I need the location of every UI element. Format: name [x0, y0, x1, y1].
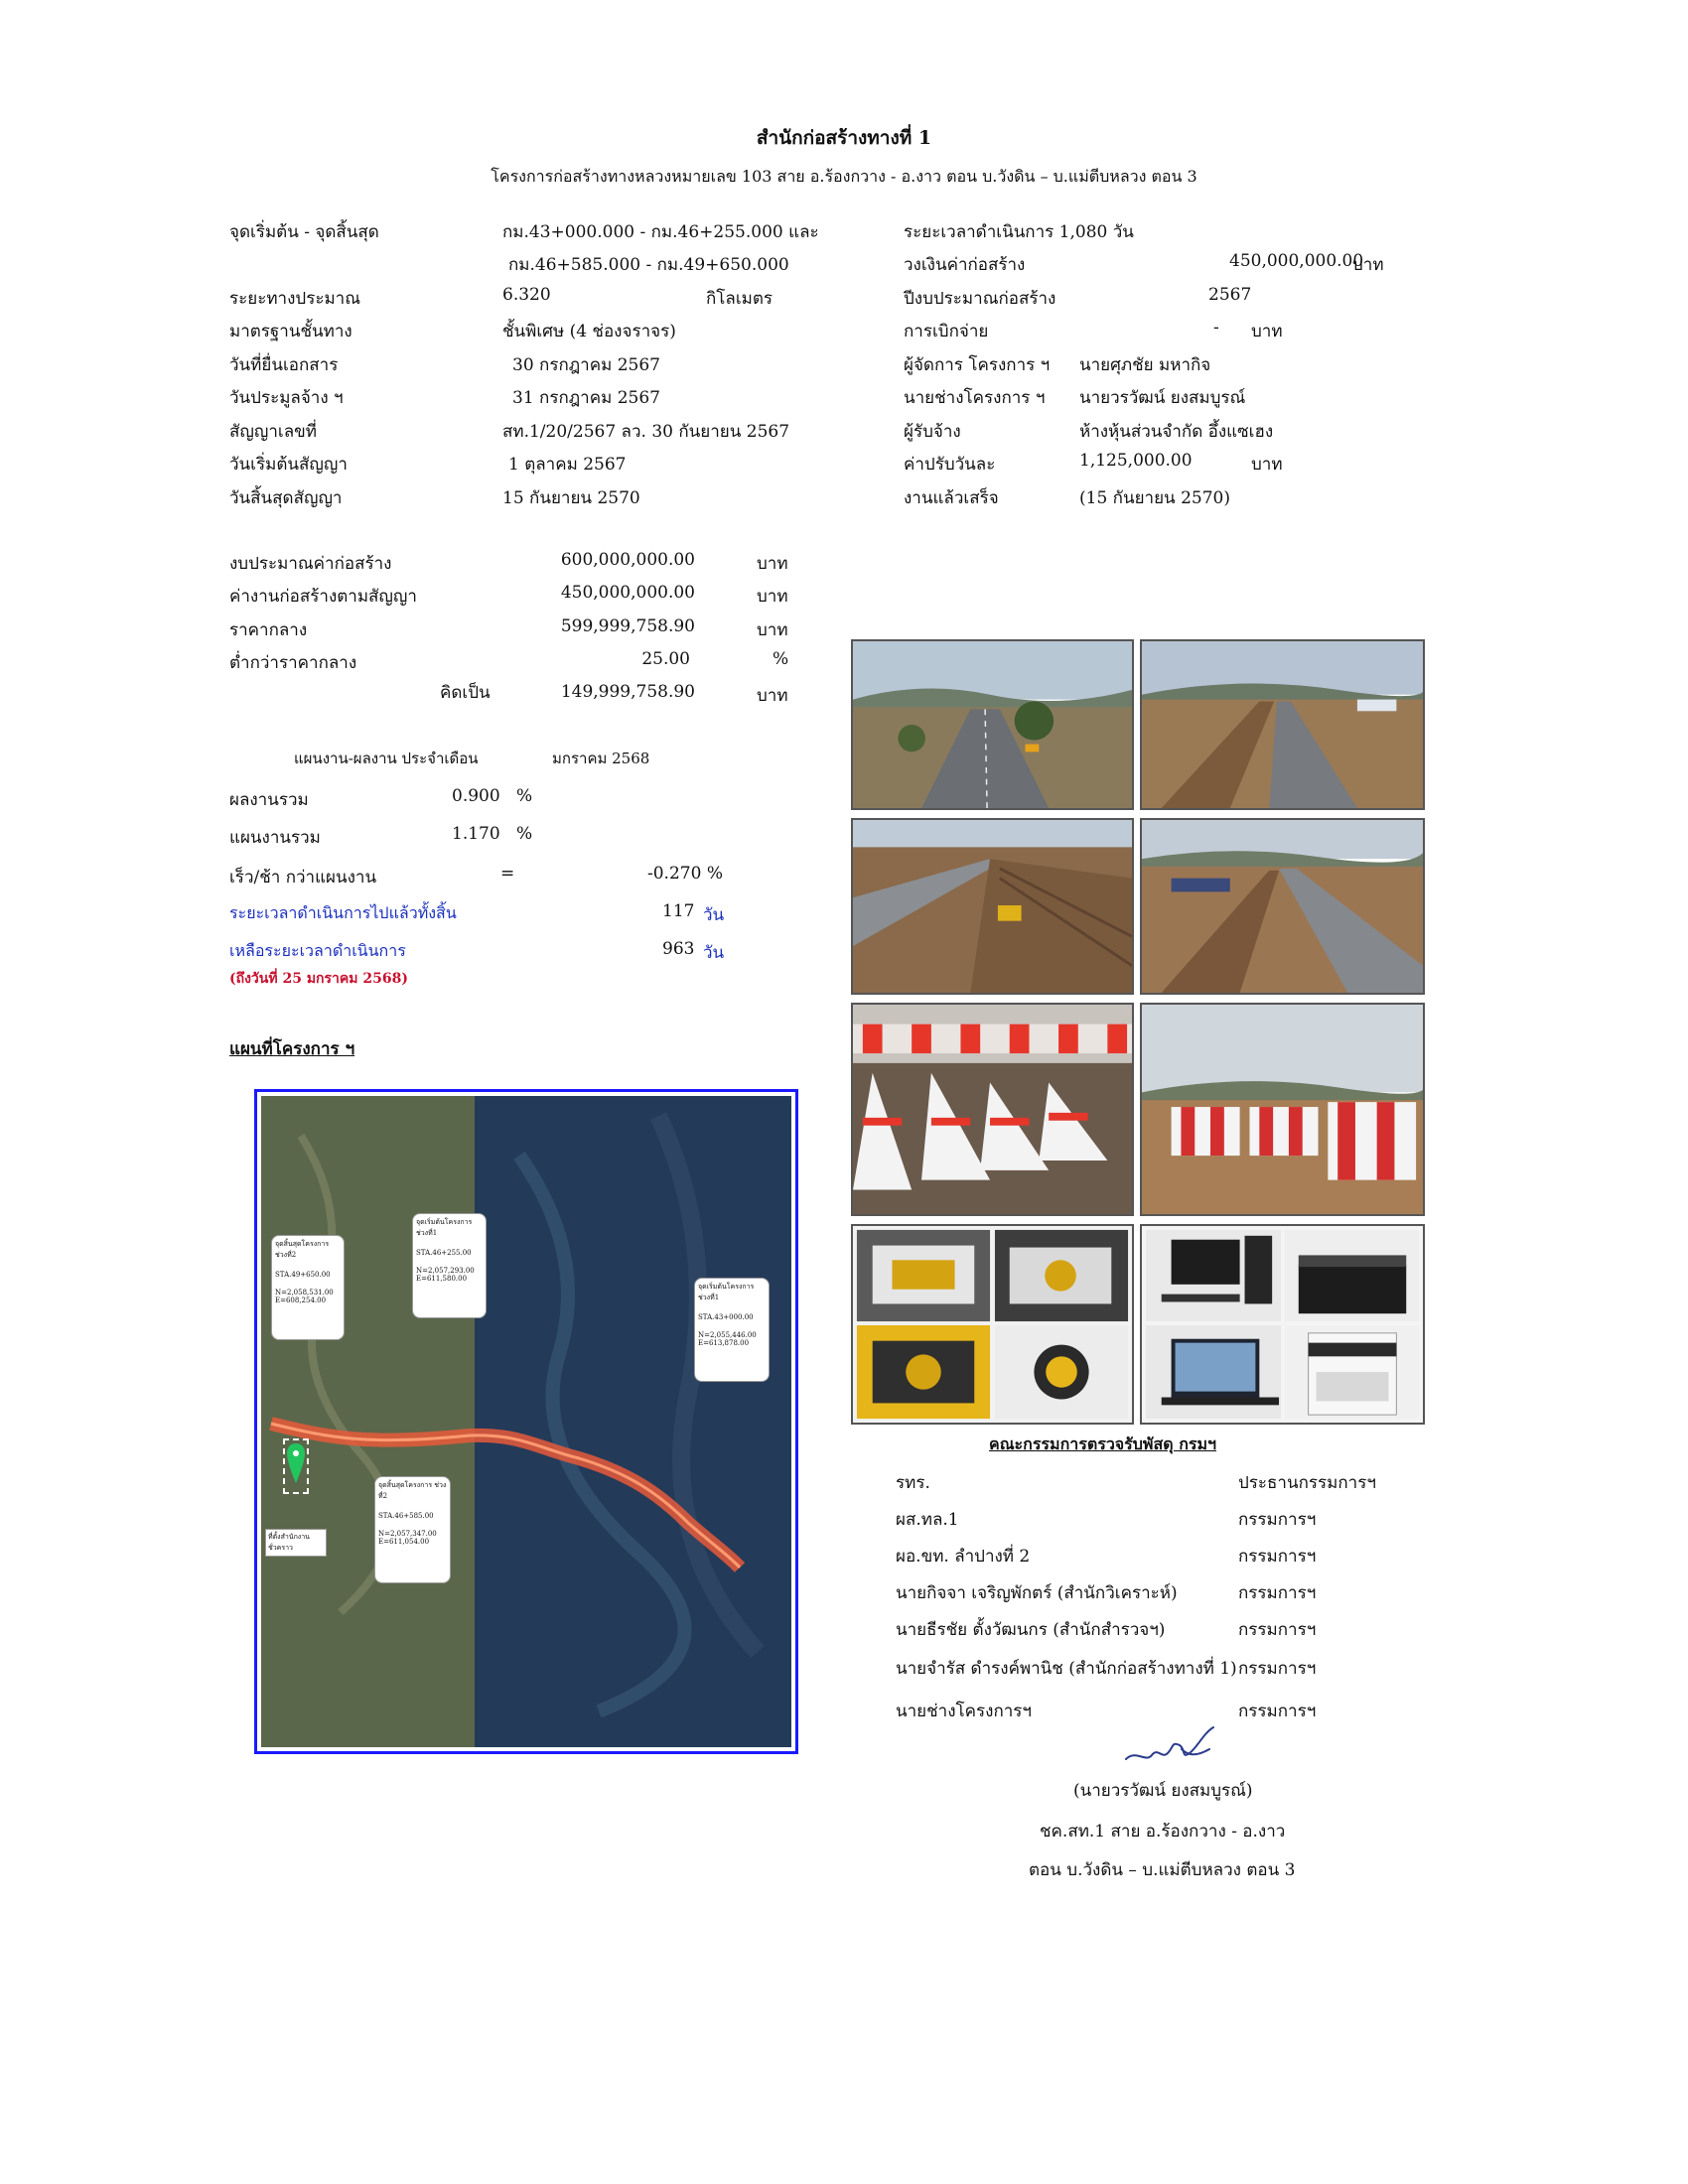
info-value: 2567 — [1208, 285, 1252, 305]
callout-coords: N=2,055,446.00 E=613,878.00 — [698, 1331, 757, 1347]
remain-label: เหลือระยะเวลาดำเนินการ — [229, 941, 406, 960]
budget-value: 600,000,000.00 — [560, 550, 695, 570]
info-label: วันประมูลจ้าง ฯ — [229, 388, 344, 408]
member-name: นายกิจจา เจริญพักตร์ (สำนักวิเคราะห์) — [896, 1583, 1178, 1603]
diff-equals: = — [500, 864, 515, 884]
callout-title: จุดสิ้นสุดโครงการ ช่วงที่2 — [378, 1481, 447, 1500]
info-value: นายศุภชัย มหากิจ — [1079, 355, 1211, 375]
callout-title: จุดเริ่มต้นโครงการ ช่วงที่1 — [698, 1283, 755, 1301]
info-label: ระยะทางประมาณ — [229, 289, 360, 309]
road-subgrade-photo — [1140, 818, 1425, 995]
member-role: กรรมการฯ — [1238, 1510, 1317, 1530]
member-name: นายธีรชัย ตั้งวัฒนกร (สำนักสำรวจฯ) — [896, 1620, 1166, 1640]
info-label: สัญญาเลขที่ — [229, 422, 317, 442]
map-callout — [694, 1278, 770, 1382]
plan-label: แผนงานรวม — [229, 828, 321, 848]
info-unit: บาท — [1251, 322, 1283, 341]
member-name: นายช่างโครงการฯ — [896, 1702, 1032, 1721]
as-of-date: (ถึงวันที่ 25 มกราคม 2568) — [229, 971, 408, 987]
budget-label: งบประมาณค่าก่อสร้าง — [229, 554, 392, 574]
member-name: นายจำรัส ดำรงค์พานิช (สำนักก่อสร้างทางที่ 1) — [896, 1659, 1237, 1679]
committee-heading: คณะกรรมการตรวจรับพัสดุ กรมฯ — [989, 1434, 1217, 1453]
signer-section: ตอน บ.วังดิน – บ.แม่ตีบหลวง ตอน 3 — [1029, 1860, 1296, 1880]
progress-month: มกราคม 2568 — [552, 750, 650, 767]
map-callout — [374, 1476, 451, 1583]
actual-label: ผลงานรวม — [229, 790, 309, 810]
project-map — [254, 1089, 798, 1754]
plan-value: 1.170 — [452, 824, 500, 844]
road-grading-photo — [851, 818, 1134, 995]
budget-unit: บาท — [757, 686, 788, 706]
info-value: (15 กันยายน 2570) — [1079, 488, 1230, 508]
info-label: ค่าปรับวันละ — [904, 455, 996, 475]
remain-unit: วัน — [703, 943, 725, 963]
callout-title: จุดเริ่มต้นโครงการ ช่วงที่1 — [416, 1218, 473, 1237]
budget-value: 149,999,758.90 — [560, 682, 695, 702]
elapsed-value: 117 — [662, 901, 695, 921]
callout-coords: N=2,057,293.00 E=611,580.00 — [416, 1267, 475, 1283]
member-role: กรรมการฯ — [1238, 1659, 1317, 1679]
member-name: ผส.ทล.1 — [896, 1510, 959, 1530]
budget-value: 599,999,758.90 — [560, 616, 695, 636]
info-unit: บาท — [1352, 255, 1384, 275]
progress-heading: แผนงาน-ผลงาน ประจำเดือน — [294, 750, 479, 767]
info-label: วันที่ยื่นเอกสาร — [229, 355, 339, 375]
map-pin-icon — [287, 1443, 305, 1483]
info-value: 6.320 — [502, 285, 551, 305]
info-value: - — [1213, 318, 1219, 338]
road-barriers-photo — [1140, 1003, 1425, 1216]
diff-label: เร็ว/ช้า กว่าแผนงาน — [229, 868, 377, 887]
info-unit: กิโลเมตร — [706, 289, 774, 309]
callout-sta: STA.46+255.00 — [416, 1249, 472, 1257]
member-role: กรรมการฯ — [1238, 1583, 1317, 1603]
actual-unit: % — [516, 786, 533, 806]
info-value: 1,125,000.00 — [1079, 451, 1193, 471]
elapsed-label: ระยะเวลาดำเนินการไปแล้วทั้งสิ้น — [229, 903, 457, 922]
info-label: ผู้จัดการ โครงการ ฯ — [904, 355, 1051, 375]
office-label: ที่ตั้งสำนักงานชั่วคราว — [265, 1529, 327, 1557]
handwritten-signature — [1122, 1719, 1221, 1769]
road-aerial-photo — [851, 639, 1134, 810]
map-callout — [271, 1235, 345, 1340]
callout-coords: N=2,058,531.00 E=608,254.00 — [275, 1289, 334, 1304]
info-label: จุดเริ่มต้น - จุดสิ้นสุด — [229, 222, 379, 242]
info-label: มาตรฐานชั้นทาง — [229, 322, 352, 341]
road-earthwork-photo — [1140, 639, 1425, 810]
office-equipment-photo — [1140, 1224, 1425, 1425]
budget-unit: บาท — [757, 587, 788, 607]
survey-equipment-photo — [851, 1224, 1134, 1425]
map-heading: แผนที่โครงการ ฯ — [229, 1039, 355, 1059]
remain-value: 963 — [662, 939, 695, 959]
callout-sta: STA.46+585.00 — [378, 1512, 434, 1520]
budget-unit: % — [773, 649, 789, 669]
budget-unit: บาท — [757, 554, 788, 574]
actual-value: 0.900 — [452, 786, 500, 806]
info-label: ผู้รับจ้าง — [904, 422, 961, 442]
info-value: 1 ตุลาคม 2567 — [508, 455, 627, 475]
budget-label: ต่ำกว่าราคากลาง — [229, 653, 357, 673]
member-name: รทร. — [896, 1473, 930, 1493]
page-subtitle: โครงการก่อสร้างทางหลวงหมายเลข 103 สาย อ.ร้องกวาง - อ.งาว ตอน บ.วังดิน – บ.แม่ตีบหลวง ตอน 3 — [491, 167, 1197, 186]
callout-title: จุดสิ้นสุดโครงการ ช่วงที่2 — [275, 1240, 330, 1259]
traffic-cones-photo — [851, 1003, 1134, 1216]
info-value: กม.43+000.000 - กม.46+255.000 และ — [502, 222, 819, 242]
budget-value: 25.00 — [641, 649, 690, 669]
callout-sta: STA.49+650.00 — [275, 1271, 331, 1279]
info-label: วันสิ้นสุดสัญญา — [229, 488, 343, 508]
budget-value: 450,000,000.00 — [560, 583, 695, 603]
info-value: 450,000,000.00 — [1229, 251, 1364, 271]
member-role: กรรมการฯ — [1238, 1547, 1317, 1567]
info-value: 31 กรกฎาคม 2567 — [512, 388, 660, 408]
info-value: ชั้นพิเศษ (4 ช่องจราจร) — [502, 322, 676, 341]
elapsed-unit: วัน — [703, 905, 725, 925]
member-role: ประธานกรรมการฯ — [1238, 1473, 1376, 1493]
info-label: วงเงินค่าก่อสร้าง — [904, 255, 1026, 275]
info-label: งานแล้วเสร็จ — [904, 488, 999, 508]
budget-label: ราคากลาง — [229, 620, 308, 640]
info-label: การเบิกจ่าย — [904, 322, 989, 341]
info-value: สท.1/20/2567 ลว. 30 กันยายน 2567 — [502, 422, 790, 442]
budget-label: คิดเป็น — [440, 683, 491, 703]
info-value: 30 กรกฎาคม 2567 — [512, 355, 660, 375]
plan-unit: % — [516, 824, 533, 844]
member-name: ผอ.ขท. ลำปางที่ 2 — [896, 1547, 1031, 1567]
member-role: กรรมการฯ — [1238, 1620, 1317, 1640]
budget-unit: บาท — [757, 620, 788, 640]
signer-name: (นายวรวัฒน์ ยงสมบูรณ์) — [1073, 1781, 1253, 1801]
budget-label: ค่างานก่อสร้างตามสัญญา — [229, 587, 417, 607]
info-value: กม.46+585.000 - กม.49+650.000 — [508, 255, 789, 275]
info-label: นายช่างโครงการ ฯ — [904, 388, 1046, 408]
callout-sta: STA.43+000.00 — [698, 1313, 754, 1321]
diff-value: -0.270 % — [647, 864, 723, 884]
member-role: กรรมการฯ — [1238, 1702, 1317, 1721]
info-value: นายวรวัฒน์ ยงสมบูรณ์ — [1079, 388, 1246, 408]
info-value: ห้างหุ้นส่วนจำกัด อึ้งแซเฮง — [1079, 422, 1274, 442]
map-callout — [412, 1213, 487, 1318]
page-title: สำนักก่อสร้างทางที่ 1 — [756, 127, 932, 149]
info-unit: บาท — [1251, 455, 1283, 475]
info-label: ระยะเวลาดำเนินการ 1,080 วัน — [904, 222, 1134, 242]
info-value: 15 กันยายน 2570 — [502, 488, 640, 508]
info-label: วันเริ่มต้นสัญญา — [229, 455, 348, 475]
info-label: ปีงบประมาณก่อสร้าง — [904, 289, 1056, 309]
callout-coords: N=2,057,347.00 E=611,054.00 — [378, 1530, 437, 1546]
map-terrain — [261, 1096, 791, 1747]
signer-position: ชค.สท.1 สาย อ.ร้องกวาง - อ.งาว — [1040, 1822, 1286, 1842]
